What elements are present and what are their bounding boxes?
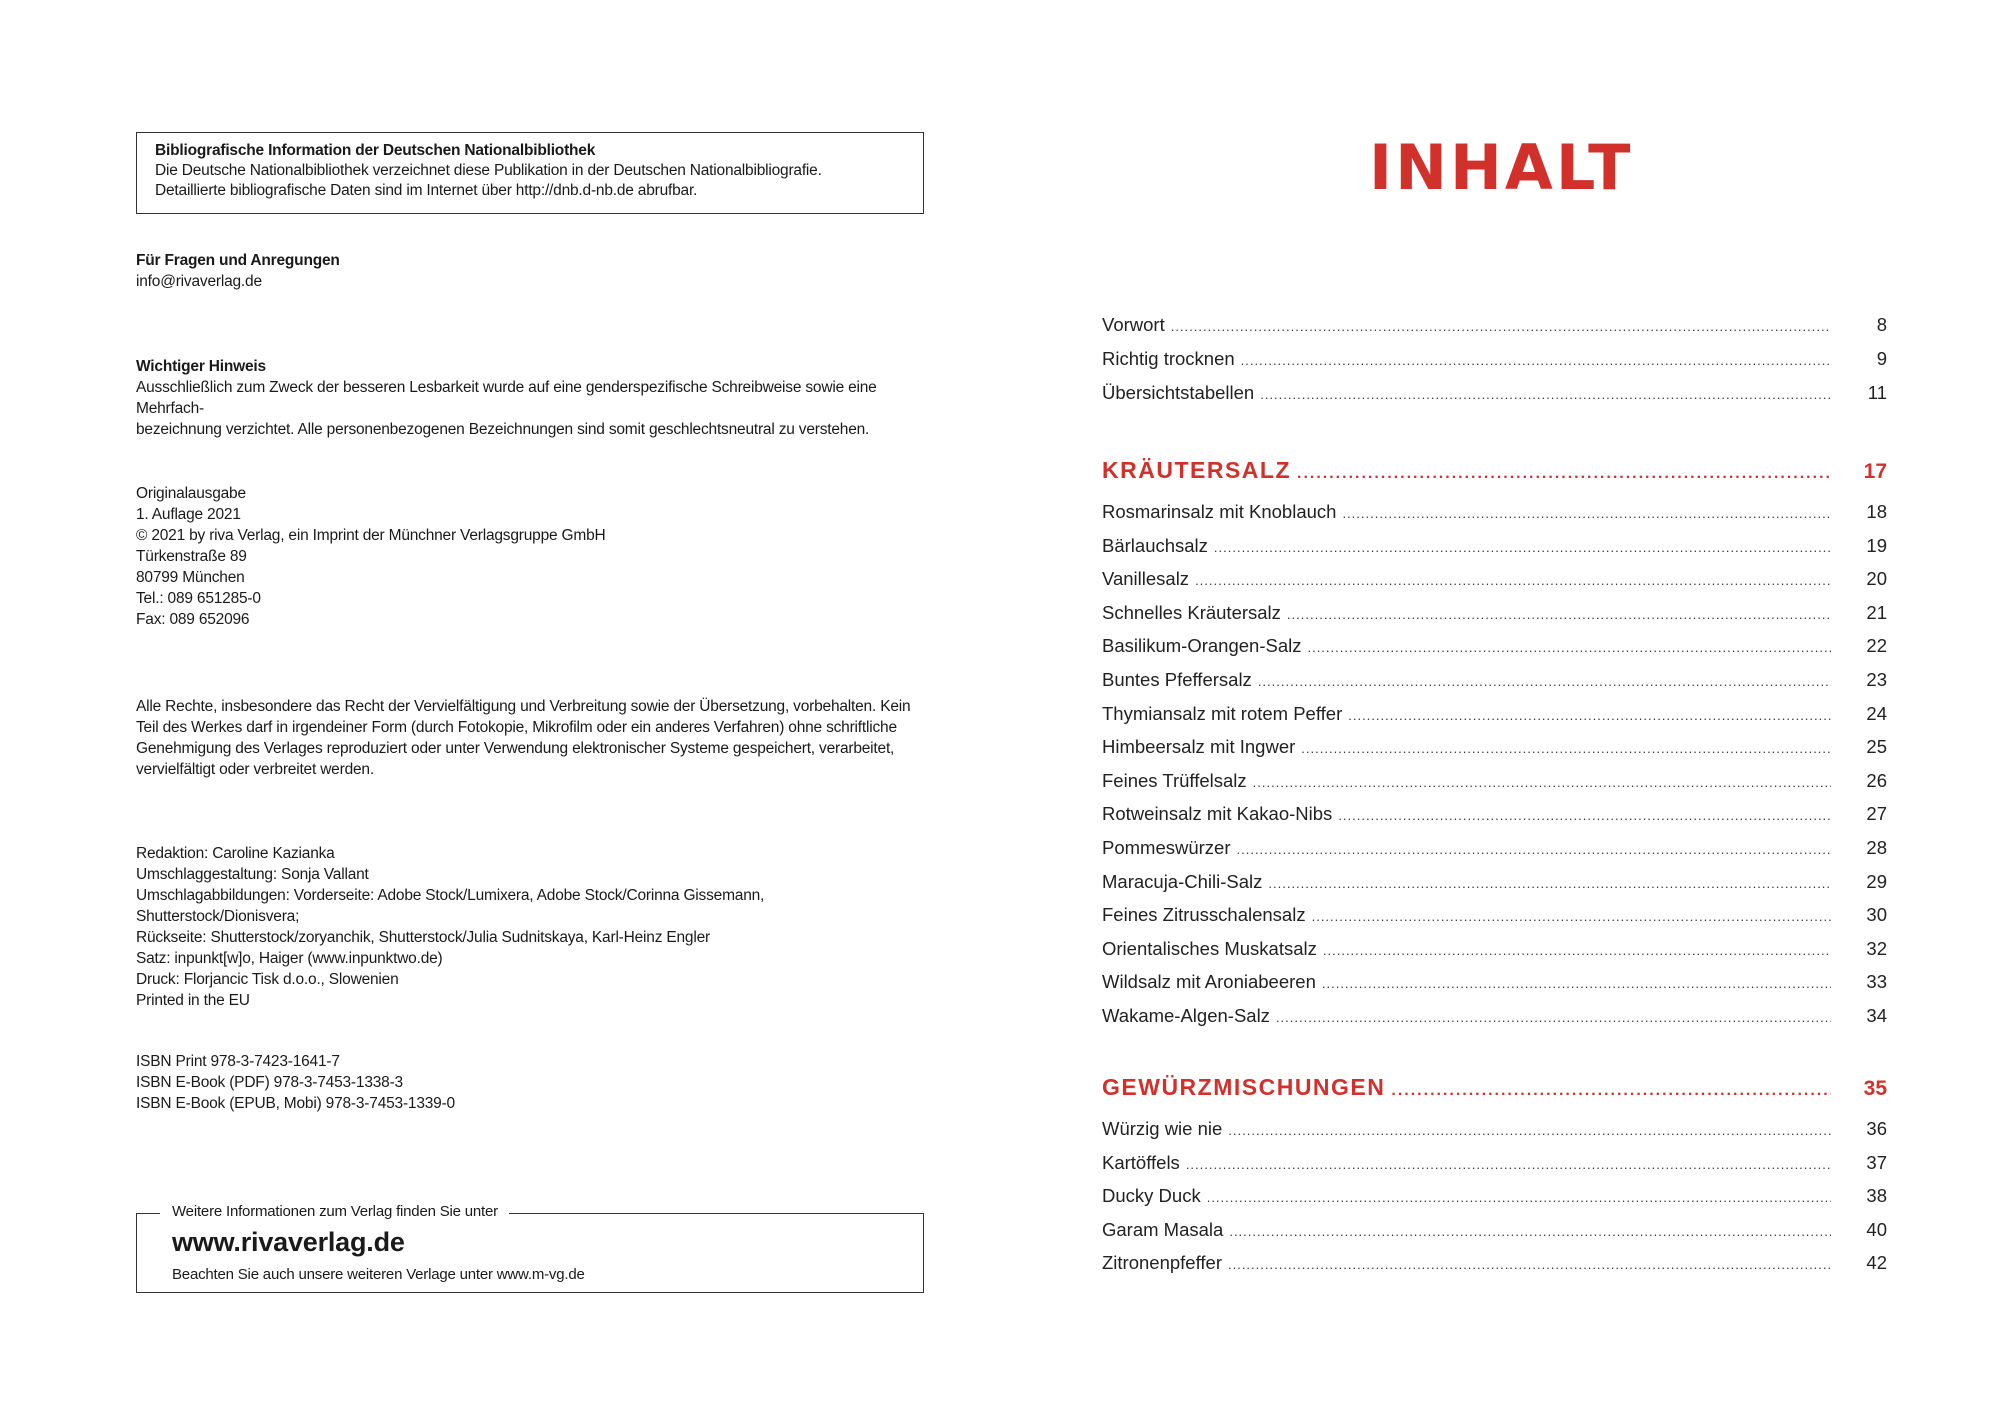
notice-heading: Wichtiger Hinweis — [136, 358, 266, 375]
toc-leader-dots — [1207, 1185, 1831, 1211]
toc-entry[interactable] — [1102, 902, 1887, 928]
toc-entry[interactable] — [1102, 768, 1887, 794]
toc-entry[interactable] — [1102, 1150, 1887, 1176]
toc-entry[interactable] — [1102, 936, 1887, 962]
toc-leader-dots — [1287, 602, 1831, 628]
publisher-line: 80799 München — [136, 569, 245, 586]
rights-line: Alle Rechte, insbesondere das Recht der Vervielfältigung und Verbreitung sowie der Übersetzung, vorbehalten. Kein — [136, 698, 911, 715]
toc-leader-dots — [1391, 1075, 1831, 1107]
notice-block — [136, 356, 926, 440]
toc-entry[interactable] — [1102, 380, 1887, 406]
toc-page-number: 37 — [1866, 1152, 1887, 1173]
toc-leader-dots — [1258, 669, 1831, 695]
toc-entry[interactable] — [1102, 1183, 1887, 1209]
toc-entry[interactable] — [1102, 312, 1887, 338]
toc-entry-label: Würzig wie nie — [1102, 1118, 1223, 1139]
toc-section-title: GEWÜRZMISCHUNGEN — [1102, 1074, 1386, 1100]
toc-entry[interactable] — [1102, 600, 1887, 626]
toc-page-number: 23 — [1866, 669, 1887, 690]
toc-entry-label: Pommeswürzer — [1102, 837, 1231, 858]
toc-leader-dots — [1260, 382, 1831, 408]
toc-page-number: 25 — [1866, 736, 1887, 757]
toc-entry-label: Rotweinsalz mit Kakao-Nibs — [1102, 803, 1333, 824]
toc-entry-label: Himbeersalz mit Ingwer — [1102, 736, 1296, 757]
toc-page-number: 21 — [1866, 602, 1887, 623]
toc-leader-dots — [1241, 348, 1831, 374]
publisher-line: © 2021 by riva Verlag, ein Imprint der Münchner Verlagsgruppe GmbH — [136, 527, 606, 544]
toc-entry-label: Maracuja-Chili-Salz — [1102, 871, 1263, 892]
toc-page-number: 40 — [1866, 1219, 1887, 1240]
toc-leader-dots — [1297, 458, 1831, 490]
toc-page-number: 32 — [1866, 938, 1887, 959]
toc-page-number: 35 — [1863, 1077, 1887, 1100]
toc-page-number: 17 — [1863, 460, 1887, 483]
toc-entry[interactable] — [1102, 869, 1887, 895]
toc-page-number: 26 — [1866, 770, 1887, 791]
box-border — [509, 1213, 924, 1214]
toc-entry-label: Feines Zitrusschalensalz — [1102, 904, 1306, 925]
toc-leader-dots — [1253, 770, 1831, 796]
publisher-block — [136, 483, 926, 630]
publisher-web-box — [136, 1203, 924, 1293]
toc-section-heading[interactable] — [1102, 1071, 1887, 1103]
toc-entry[interactable] — [1102, 346, 1887, 372]
credits-line: Printed in the EU — [136, 992, 250, 1009]
biblio-heading: Bibliografische Information der Deutschen Nationalbibliothek — [155, 142, 596, 159]
toc-leader-dots — [1276, 1005, 1831, 1031]
credits-line: Satz: inpunkt[w]o, Haiger (www.inpunktwo.de) — [136, 950, 443, 967]
toc-leader-dots — [1338, 803, 1831, 829]
bibliographic-info-box — [136, 132, 924, 214]
toc-leader-dots — [1195, 568, 1831, 594]
toc-page-number: 22 — [1866, 635, 1887, 656]
toc-entry-label: Zitronenpfeffer — [1102, 1252, 1222, 1273]
toc-page-number: 42 — [1866, 1252, 1887, 1273]
toc-page-number: 11 — [1867, 382, 1887, 403]
notice-line: bezeichnung verzichtet. Alle personenbezogenen Bezeichnungen sind somit geschlechtsneutral zu verstehen. — [136, 421, 870, 438]
toc-page-number: 30 — [1866, 904, 1887, 925]
toc-leader-dots — [1237, 837, 1832, 863]
toc-leader-dots — [1186, 1152, 1831, 1178]
toc-entry-label: Rosmarinsalz mit Knoblauch — [1102, 501, 1337, 522]
toc-entry-label: Vorwort — [1102, 314, 1165, 335]
toc-entry[interactable] — [1102, 734, 1887, 760]
toc-leader-dots — [1323, 938, 1831, 964]
toc-leader-dots — [1301, 736, 1831, 762]
toc-section-heading[interactable] — [1102, 454, 1887, 486]
credits-line: Druck: Florjancic Tisk d.o.o., Slowenien — [136, 971, 399, 988]
publisher-line: Türkenstraße 89 — [136, 548, 247, 565]
toc-entry[interactable] — [1102, 566, 1887, 592]
toc-entry[interactable] — [1102, 667, 1887, 693]
toc-entry[interactable] — [1102, 1003, 1887, 1029]
toc-entry[interactable] — [1102, 499, 1887, 525]
toc-page-number: 34 — [1866, 1005, 1887, 1026]
toc-page-number: 24 — [1866, 703, 1887, 724]
toc-entry-label: Ducky Duck — [1102, 1185, 1201, 1206]
publisher-url[interactable]: www.rivaverlag.de — [172, 1227, 405, 1257]
contact-email: info@rivaverlag.de — [136, 273, 262, 290]
questions-block — [136, 250, 926, 292]
toc-leader-dots — [1348, 703, 1831, 729]
toc-page-number: 33 — [1866, 971, 1887, 992]
toc-entry[interactable] — [1102, 633, 1887, 659]
toc-entry[interactable] — [1102, 969, 1887, 995]
rights-line: vervielfältigt oder verbreitet werden. — [136, 761, 374, 778]
toc-leader-dots — [1228, 1118, 1831, 1144]
toc-entry-label: Bärlauchsalz — [1102, 535, 1208, 556]
toc-page-number: 9 — [1876, 348, 1887, 369]
toc-page-number: 8 — [1876, 314, 1887, 335]
toc-title: INHALT — [1369, 131, 1634, 204]
toc-page-number: 18 — [1866, 501, 1887, 522]
publisher-line: 1. Auflage 2021 — [136, 506, 241, 523]
toc-entry-label: Kartöffels — [1102, 1152, 1180, 1173]
toc-section-title: KRÄUTERSALZ — [1102, 457, 1291, 483]
biblio-line: Die Deutsche Nationalbibliothek verzeichnet diese Publikation in der Deutschen Nationalbibliografie. — [155, 162, 822, 179]
publisher-line: Originalausgabe — [136, 485, 246, 502]
toc-leader-dots — [1307, 635, 1831, 661]
toc-entry-label: Richtig trocknen — [1102, 348, 1235, 369]
box-border — [136, 1213, 160, 1214]
toc-leader-dots — [1228, 1252, 1831, 1278]
toc-page-number: 38 — [1866, 1185, 1887, 1206]
toc-entry-label: Wakame-Algen-Salz — [1102, 1005, 1270, 1026]
biblio-line: Detaillierte bibliografische Daten sind im Internet über http://dnb.d-nb.de abrufbar. — [155, 182, 698, 199]
credits-block — [136, 843, 926, 1011]
toc-entry-label: Wildsalz mit Aroniabeeren — [1102, 971, 1316, 992]
toc-entry-label: Vanillesalz — [1102, 568, 1190, 589]
notice-line: Ausschließlich zum Zweck der besseren Lesbarkeit wurde auf eine genderspezifische Schreibweise sowie eine Mehrfach- — [136, 379, 877, 417]
publisher-line: Fax: 089 652096 — [136, 611, 250, 628]
toc-leader-dots — [1312, 904, 1831, 930]
toc-entry-label: Schnelles Kräutersalz — [1102, 602, 1281, 623]
toc-leader-dots — [1342, 501, 1831, 527]
toc-page-number: 28 — [1866, 837, 1887, 858]
toc-entry-label: Basilikum-Orangen-Salz — [1102, 635, 1302, 656]
credits-line: Umschlagabbildungen: Vorderseite: Adobe Stock/Lumixera, Adobe Stock/Corinna Gissemann, Shutterstock/Dionisvera; — [136, 887, 765, 925]
toc-entry[interactable] — [1102, 1250, 1887, 1276]
web-caption: Weitere Informationen zum Verlag finden Sie unter — [172, 1203, 498, 1220]
toc-entry-label: Thymiansalz mit rotem Peffer — [1102, 703, 1343, 724]
toc-leader-dots — [1268, 871, 1831, 897]
toc-entry[interactable] — [1102, 701, 1887, 727]
toc-entry-label: Orientalisches Muskatsalz — [1102, 938, 1317, 959]
rights-block — [136, 696, 926, 780]
publisher-line: Tel.: 089 651285-0 — [136, 590, 261, 607]
web-subline: Beachten Sie auch unsere weiteren Verlage unter www.m-vg.de — [172, 1266, 585, 1283]
rights-line: Teil des Werkes darf in irgendeiner Form (durch Fotokopie, Mikrofilm oder ein anderes Verfahren) ohne schriftliche — [136, 719, 897, 736]
toc-entry-label: Übersichtstabellen — [1102, 382, 1255, 403]
toc-page-number: 27 — [1866, 803, 1887, 824]
isbn-line: ISBN E-Book (EPUB, Mobi) 978-3-7453-1339-0 — [136, 1095, 455, 1112]
toc-leader-dots — [1322, 971, 1831, 997]
toc-page-number: 36 — [1866, 1118, 1887, 1139]
toc-leader-dots — [1229, 1219, 1831, 1245]
credits-line: Rückseite: Shutterstock/zoryanchik, Shutterstock/Julia Sudnitskaya, Karl-Heinz Engler — [136, 929, 710, 946]
questions-heading: Für Fragen und Anregungen — [136, 252, 340, 269]
toc-page-number: 20 — [1866, 568, 1887, 589]
toc-entry[interactable] — [1102, 533, 1887, 559]
rights-line: Genehmigung des Verlages reproduziert oder unter Verwendung elektronischer Systeme gespeichert, verarbeitet, — [136, 740, 895, 757]
toc-page-number: 29 — [1866, 871, 1887, 892]
credits-line: Umschlaggestaltung: Sonja Vallant — [136, 866, 369, 883]
toc-entry[interactable] — [1102, 801, 1887, 827]
toc-leader-dots — [1214, 535, 1831, 561]
isbn-line: ISBN E-Book (PDF) 978-3-7453-1338-3 — [136, 1074, 403, 1091]
toc-entry-label: Buntes Pfeffersalz — [1102, 669, 1252, 690]
toc-entry-label: Feines Trüffelsalz — [1102, 770, 1247, 791]
isbn-line: ISBN Print 978-3-7423-1641-7 — [136, 1053, 340, 1070]
isbn-block — [136, 1051, 926, 1114]
credits-line: Redaktion: Caroline Kazianka — [136, 845, 335, 862]
toc-entry[interactable] — [1102, 835, 1887, 861]
toc-entry[interactable] — [1102, 1217, 1887, 1243]
toc-entry-label: Garam Masala — [1102, 1219, 1224, 1240]
toc-leader-dots — [1171, 314, 1831, 340]
toc-entry[interactable] — [1102, 1116, 1887, 1142]
toc-page-number: 19 — [1866, 535, 1887, 556]
